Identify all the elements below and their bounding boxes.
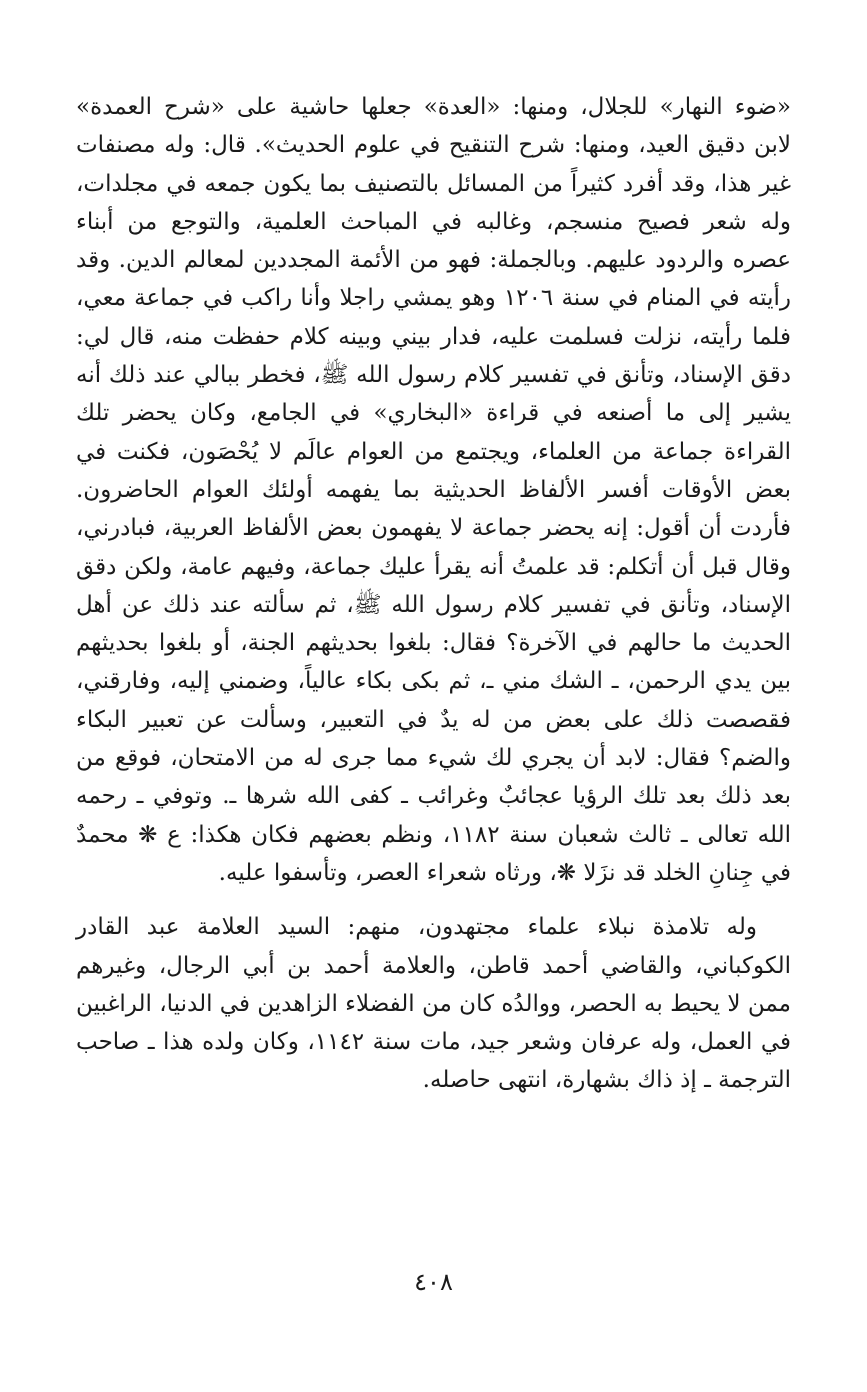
paragraph-2: وله تلامذة نبلاء علماء مجتهدون، منهم: السيد العلامة عبد القادر الكوكباني، والقاضي أحمد قاطن، والعلامة أحمد بن أبي الرجال، وغيرهم ممن لا يحيط به الحصر، ووالدُه كان من الفضلاء الزاهدين في الدنيا، الراغبين في العمل، وله عرفان وشعر جيد، مات سنة ١١٤٢، وكان ولده هذا ـ صاحب الترجمة ـ إذ ذاك بشهارة، انتهى حاصله. (76, 914, 791, 1094)
page-number: ٤٠٨ (414, 1268, 453, 1296)
paragraph-1: «ضوء النهار» للجلال، ومنها: «العدة» جعلها حاشية على «شرح العمدة» لابن دقيق العيد، ومنها: شرح التنقيح في علوم الحديث». قال: وله مصنفات غير هذا، وقد أفرد كثيراً من المسائل بالتصنيف بما يكون جمعه في مجلدات، وله شعر فصيح منسجم، وغالبه في المباحث العلمية، والتوجع من أبناء عصره والردود عليهم. وبالجملة: فهو من الأئمة المجددين لمعالم الدين. وقد رأيته في المنام في سنة ١٢٠٦ وهو يمشي راجلا وأنا راكب في جماعة معي، فلما رأيته، نزلت فسلمت عليه، فدار بيني وبينه كلام حفظت منه، قال لي: دقق الإسناد، وتأنق في تفسير كلام رسول الله ﷺ، فخطر ببالي عند ذلك أنه يشير إلى ما أصنعه في قراءة «البخاري» في الجامع، وكان يحضر تلك القراءة جماعة من العلماء، ويجتمع من العوام عالَم لا يُحْصَون، فكنت في بعض الأوقات أفسر الألفاظ الحديثية بما يفهمه أولئك العوام الحاضرون. فأردت أن أقول: إنه يحضر جماعة لا يفهمون بعض الألفاظ العربية، فبادرني، وقال قبل أن أتكلم: قد علمتُ أنه يقرأ عليك جماعة، وفيهم عامة، ولكن دقق الإسناد، وتأنق في تفسير كلام رسول الله ﷺ، ثم سألته عند ذلك عن أهل الحديث ما حالهم في الآخرة؟ فقال: بلغوا بحديثهم الجنة، أو بلغوا بحديثهم بين يدي الرحمن، ـ الشك مني ـ، ثم بكى بكاء عالياً، وضمني إليه، وفارقني، فقصصت ذلك على بعض من له يدٌ في التعبير، وسألت عن تعبير البكاء والضم؟ فقال: لابد أن يجري لك شيء مما جرى له من الامتحان، فوقع من بعد ذلك بعد تلك الرؤيا عجائبٌ وغرائب ـ كفى الله شرها ـ. وتوفي ـ رحمه الله تعالى ـ ثالث شعبان سنة ١١٨٢، ونظم بعضهم فكان هكذا: ع ❋ محمدٌ في جِنانِ الخلد قد نزَلا ❋، ورثاه شعراء العصر، وتأسفوا عليه. (76, 94, 791, 886)
body-text (76, 88, 791, 1100)
